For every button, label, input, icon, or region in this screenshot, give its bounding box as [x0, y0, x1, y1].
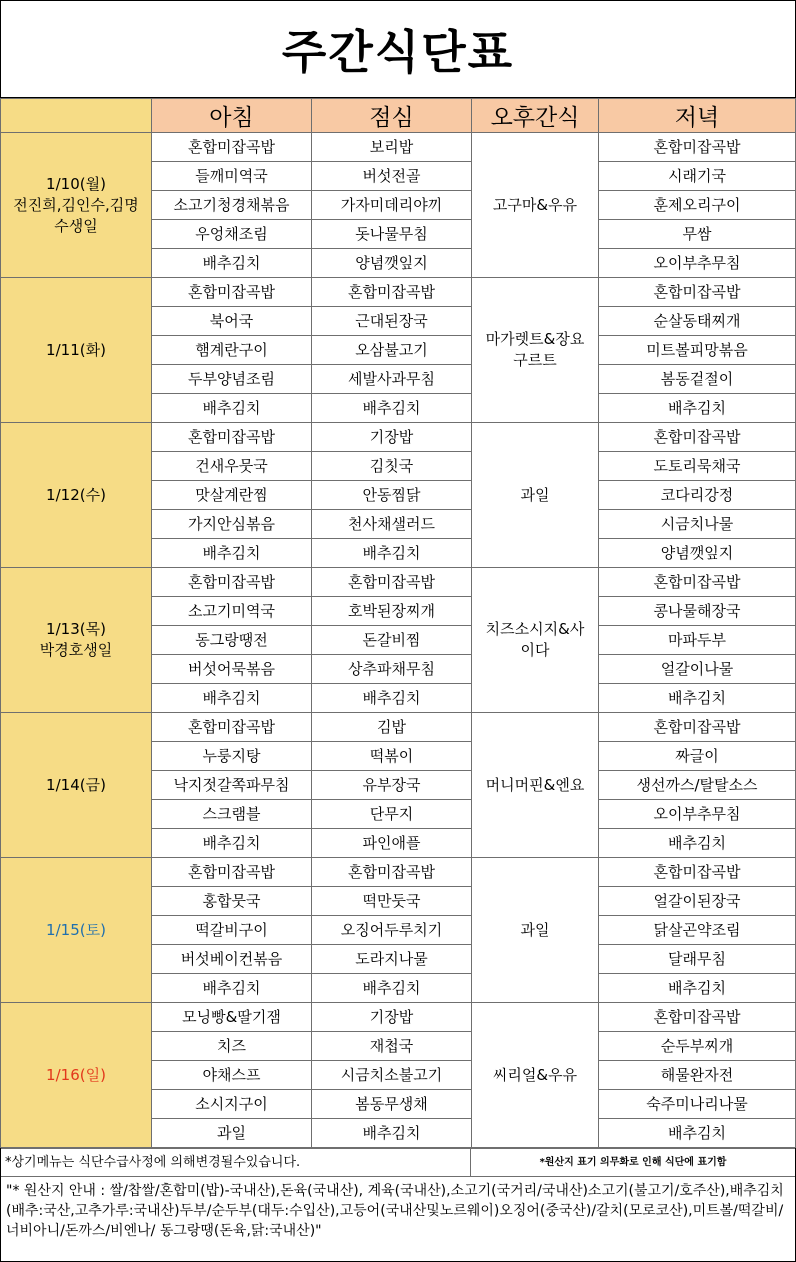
snack-cell: 치즈소시지&사이다 — [472, 568, 599, 713]
day-cell — [1, 858, 152, 1003]
dinner-item: 시래기국 — [599, 162, 796, 191]
breakfast-item: 스크램블 — [152, 800, 312, 829]
breakfast-item: 혼합미잡곡밥 — [152, 858, 312, 887]
dinner-item: 오이부추무침 — [599, 800, 796, 829]
lunch-item: 천사채샐러드 — [312, 510, 472, 539]
lunch-item: 시금치소불고기 — [312, 1061, 472, 1090]
day-date: 1/13(목) — [46, 620, 106, 638]
dinner-item: 혼합미잡곡밥 — [599, 858, 796, 887]
breakfast-item: 혼합미잡곡밥 — [152, 133, 312, 162]
lunch-item: 배추김치 — [312, 394, 472, 423]
day-cell — [1, 133, 152, 278]
day-cell — [1, 278, 152, 423]
dinner-item: 생선까스/탈탈소스 — [599, 771, 796, 800]
dinner-item: 달래무침 — [599, 945, 796, 974]
lunch-item: 기장밥 — [312, 1003, 472, 1032]
lunch-item: 배추김치 — [312, 974, 472, 1003]
lunch-item: 가자미데리야끼 — [312, 191, 472, 220]
dinner-item: 코다리강정 — [599, 481, 796, 510]
dinner-item: 콩나물해장국 — [599, 597, 796, 626]
lunch-item: 상추파채무침 — [312, 655, 472, 684]
dinner-item: 얼갈이나물 — [599, 655, 796, 684]
breakfast-item: 누룽지탕 — [152, 742, 312, 771]
dinner-item: 얼갈이된장국 — [599, 887, 796, 916]
header-dinner: 저녁 — [599, 99, 796, 133]
dinner-item: 무쌈 — [599, 220, 796, 249]
breakfast-item: 버섯어묵볶음 — [152, 655, 312, 684]
day-cell — [1, 1003, 152, 1148]
breakfast-item: 배추김치 — [152, 249, 312, 278]
lunch-item: 버섯전골 — [312, 162, 472, 191]
lunch-item: 양념깻잎지 — [312, 249, 472, 278]
breakfast-item: 동그랑땡전 — [152, 626, 312, 655]
lunch-item: 도라지나물 — [312, 945, 472, 974]
day-date: 1/14(금) — [46, 775, 106, 794]
dinner-item: 숙주미나리나물 — [599, 1090, 796, 1119]
snack-cell: 과일 — [472, 858, 599, 1003]
page-title: 주간식단표 — [281, 25, 515, 79]
snack-cell: 씨리얼&우유 — [472, 1003, 599, 1148]
footer-row — [1, 1148, 795, 1177]
breakfast-item: 햄계란구이 — [152, 336, 312, 365]
lunch-item: 김칫국 — [312, 452, 472, 481]
lunch-item: 떡만둣국 — [312, 887, 472, 916]
breakfast-item: 우엉채조림 — [152, 220, 312, 249]
breakfast-item: 야채스프 — [152, 1061, 312, 1090]
lunch-item: 봄동무생채 — [312, 1090, 472, 1119]
day-date: 1/11(화) — [46, 340, 106, 359]
breakfast-item: 들깨미역국 — [152, 162, 312, 191]
lunch-item: 돈갈비찜 — [312, 626, 472, 655]
header-breakfast: 아침 — [152, 99, 312, 133]
lunch-item: 세발사과무침 — [312, 365, 472, 394]
menu-row — [1, 858, 796, 887]
breakfast-item: 북어국 — [152, 307, 312, 336]
menu-table — [0, 98, 796, 1148]
lunch-item: 근대된장국 — [312, 307, 472, 336]
lunch-item: 혼합미잡곡밥 — [312, 858, 472, 887]
day-note: 박경호생일 — [39, 641, 113, 659]
dinner-item: 배추김치 — [599, 829, 796, 858]
lunch-item: 오징어두루치기 — [312, 916, 472, 945]
breakfast-item: 배추김치 — [152, 829, 312, 858]
dinner-item: 해물완자전 — [599, 1061, 796, 1090]
lunch-item: 기장밥 — [312, 423, 472, 452]
breakfast-item: 모닝빵&딸기잼 — [152, 1003, 312, 1032]
breakfast-item: 맛살계란찜 — [152, 481, 312, 510]
day-cell — [1, 568, 152, 713]
header-corner — [1, 99, 152, 133]
menu-row — [1, 713, 796, 742]
lunch-item: 배추김치 — [312, 539, 472, 568]
header-snack: 오후간식 — [472, 99, 599, 133]
breakfast-item: 떡갈비구이 — [152, 916, 312, 945]
breakfast-item: 가지안심볶음 — [152, 510, 312, 539]
menu-row — [1, 278, 796, 307]
day-note: 전진희,김인수,김명수생일 — [13, 195, 139, 235]
breakfast-item: 소시지구이 — [152, 1090, 312, 1119]
lunch-item: 김밥 — [312, 713, 472, 742]
lunch-item: 파인애플 — [312, 829, 472, 858]
breakfast-item: 혼합미잡곡밥 — [152, 423, 312, 452]
lunch-item: 혼합미잡곡밥 — [312, 278, 472, 307]
dinner-item: 순두부찌개 — [599, 1032, 796, 1061]
breakfast-item: 배추김치 — [152, 394, 312, 423]
dinner-item: 혼합미잡곡밥 — [599, 133, 796, 162]
breakfast-item: 홍합뭇국 — [152, 887, 312, 916]
breakfast-item: 두부양념조림 — [152, 365, 312, 394]
menu-row — [1, 133, 796, 162]
lunch-item: 호박된장찌개 — [312, 597, 472, 626]
snack-cell: 마가렛트&장요구르트 — [472, 278, 599, 423]
menu-row — [1, 1003, 796, 1032]
lunch-item: 오삼불고기 — [312, 336, 472, 365]
breakfast-item: 소고기청경채볶음 — [152, 191, 312, 220]
dinner-item: 혼합미잡곡밥 — [599, 278, 796, 307]
dinner-item: 봄동겉절이 — [599, 365, 796, 394]
day-date: 1/15(토) — [46, 920, 106, 939]
dinner-item: 배추김치 — [599, 684, 796, 713]
lunch-item: 배추김치 — [312, 684, 472, 713]
dinner-item: 혼합미잡곡밥 — [599, 713, 796, 742]
breakfast-item: 소고기미역국 — [152, 597, 312, 626]
dinner-item: 혼합미잡곡밥 — [599, 568, 796, 597]
dinner-item: 마파두부 — [599, 626, 796, 655]
dinner-item: 혼합미잡곡밥 — [599, 1003, 796, 1032]
dinner-item: 배추김치 — [599, 1119, 796, 1148]
dinner-item: 배추김치 — [599, 974, 796, 1003]
dinner-item: 혼합미잡곡밥 — [599, 423, 796, 452]
breakfast-item: 과일 — [152, 1119, 312, 1148]
breakfast-item: 낙지젓갈쪽파무침 — [152, 771, 312, 800]
breakfast-item: 혼합미잡곡밥 — [152, 568, 312, 597]
breakfast-item: 배추김치 — [152, 539, 312, 568]
breakfast-item: 버섯베이컨볶음 — [152, 945, 312, 974]
title-row — [1, 1, 795, 98]
dinner-item: 양념깻잎지 — [599, 539, 796, 568]
dinner-item: 시금치나물 — [599, 510, 796, 539]
dinner-item: 짜글이 — [599, 742, 796, 771]
footer-origin-notice: *원산지 표기 의무화로 인해 식단에 표기함 — [539, 1157, 727, 1168]
day-cell — [1, 713, 152, 858]
snack-cell: 머니머핀&엔요 — [472, 713, 599, 858]
menu-row — [1, 568, 796, 597]
lunch-item: 돗나물무침 — [312, 220, 472, 249]
dinner-item: 미트볼피망볶음 — [599, 336, 796, 365]
snack-cell: 고구마&우유 — [472, 133, 599, 278]
lunch-item: 보리밥 — [312, 133, 472, 162]
menu-row — [1, 423, 796, 452]
menu-body — [1, 133, 796, 1148]
breakfast-item: 혼합미잡곡밥 — [152, 278, 312, 307]
footer-note: *상기메뉴는 식단수급사정에 의해변경될수있습니다. — [1, 1149, 471, 1176]
lunch-item: 혼합미잡곡밥 — [312, 568, 472, 597]
lunch-item: 안동찜닭 — [312, 481, 472, 510]
dinner-item: 오이부추무침 — [599, 249, 796, 278]
breakfast-item: 치즈 — [152, 1032, 312, 1061]
dinner-item: 도토리묵채국 — [599, 452, 796, 481]
lunch-item: 유부장국 — [312, 771, 472, 800]
day-cell — [1, 423, 152, 568]
header-lunch: 점심 — [312, 99, 472, 133]
dinner-item: 닭살곤약조림 — [599, 916, 796, 945]
dinner-item: 훈제오리구이 — [599, 191, 796, 220]
origin-info: "* 원산지 안내 : 쌀/찹쌀/혼합미(밥)-국내산),돈육(국내산), 계육(국내산),소고기(국거리/국내산)소고기(불고기/호주산),배추김치(배추:국산,고추가루:국내산)두부/순두부(대두:수입산),고등어(국내산및노르웨이)오징어(중국산)/갈치(모로코산),미트볼/떡갈비/너비아니/돈까스/비엔나/ 동그랑땡(돈육,닭:국내산)" — [6, 1183, 784, 1239]
breakfast-item: 배추김치 — [152, 974, 312, 1003]
lunch-item: 단무지 — [312, 800, 472, 829]
snack-cell: 과일 — [472, 423, 599, 568]
day-date: 1/10(월) — [46, 174, 106, 193]
breakfast-item: 건새우뭇국 — [152, 452, 312, 481]
header-row — [1, 99, 796, 133]
day-date: 1/16(일) — [46, 1065, 106, 1084]
dinner-item: 순살동태찌개 — [599, 307, 796, 336]
lunch-item: 재첩국 — [312, 1032, 472, 1061]
breakfast-item: 배추김치 — [152, 684, 312, 713]
lunch-item: 떡볶이 — [312, 742, 472, 771]
day-date: 1/12(수) — [46, 485, 106, 504]
dinner-item: 배추김치 — [599, 394, 796, 423]
breakfast-item: 혼합미잡곡밥 — [152, 713, 312, 742]
lunch-item: 배추김치 — [312, 1119, 472, 1148]
